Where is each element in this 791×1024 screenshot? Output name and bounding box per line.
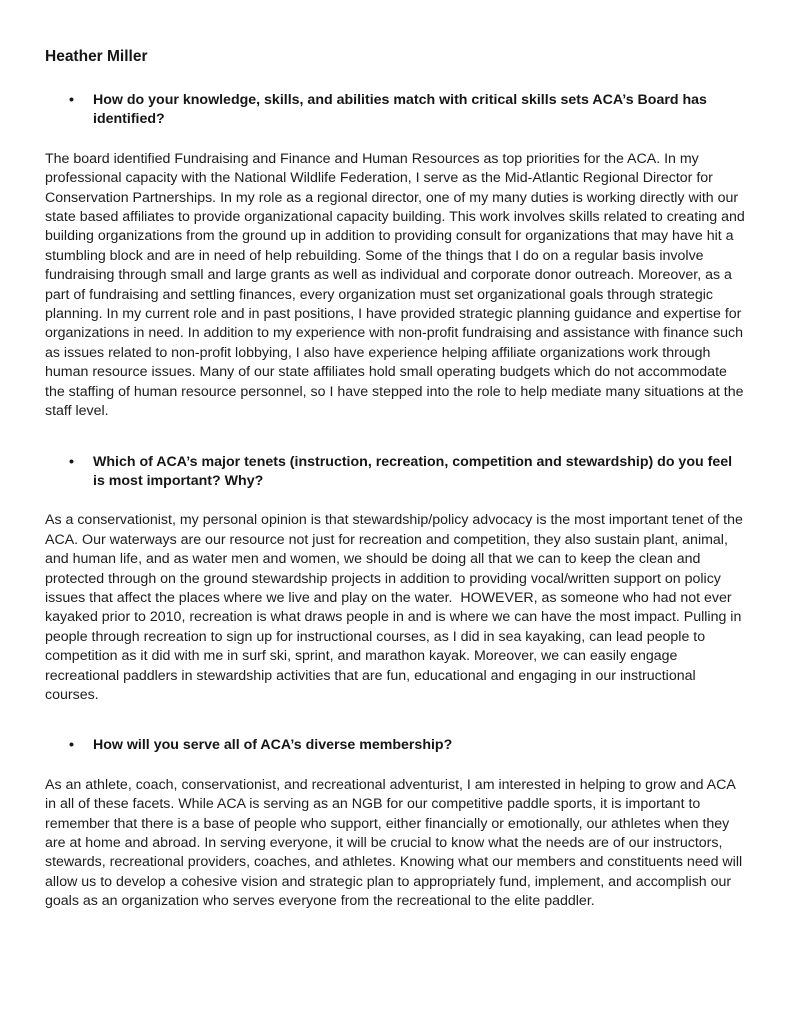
question-bullet-item [45, 91, 745, 130]
question-list [45, 736, 745, 755]
question-bullet-item [45, 736, 745, 755]
bullet-icon: • [69, 453, 74, 470]
bullet-icon: • [69, 737, 74, 754]
question-list [45, 453, 745, 492]
qa-section-major-tenets [45, 453, 745, 706]
question-text: How will you serve all of ACA’s diverse membership? [93, 737, 453, 754]
question-text: How do your knowledge, skills, and abilities match with critical skills sets ACA’s Board has identified? [93, 92, 707, 128]
bullet-icon: • [69, 92, 74, 108]
question-list [45, 91, 745, 130]
author-name-heading: Heather Miller [45, 48, 148, 65]
qa-section-knowledge-skills [45, 91, 749, 422]
answer-paragraph: The board identified Fundraising and Finance and Human Resources as top priorities for the ACA. In my professional capacity with the National Wildlife Federation, I serve as the Mid-Atlantic Regional Director for Conservation Partnerships. In my role as a regional director, one of my many duties is working directly with our state based affiliates to provide organizational capacity building. This work involves skills related to creating and building organizations from the ground up in addition to providing consult for organizations that may have hit a stumbling block and are in need of help rebuilding. Some of the things that I do on a regular basis involve fundraising through small and large grants as well as individual and corporate donor outreach. Moreover, as a part of fundraising and settling finances, every organization must set organizational goals through strategic planning. In my current role and in past positions, I have provided strategic planning guidance and expertise for organizations in need. In addition to my experience with non-profit fundraising and assistance with finance such as issues related to non-profit lobbying, I also have experience helping affiliate organizations work through human resource issues. Many of our state affiliates hold small operating budgets which do not accommodate the staffing of human resource personnel, so I have stepped into the role to help mediate many situations at the staff level. [45, 150, 749, 420]
answer-paragraph: As a conservationist, my personal opinion is that stewardship/policy advocacy is the most important tenet of the ACA. Our waterways are our resource not just for recreation and competition, they also sustain plant, animal, and human life, and as water men and women, we should be doing all that we can to keep the clean and protected through on the ground stewardship projects in addition to providing vocal/written support on policy issues that affect the places where we live and play on the water. HOWEVER, as someone who had not ever kayaked prior to 2010, recreation is what draws people in and is where we can have the most impact. Pulling in people through recreation to sign up for instructional courses, as I did in sea kayaking, can lead people to competition as it did with me in surf ski, sprint, and marathon kayak. Moreover, we can easily engage recreational paddlers in stewardship activities that are fun, educational and engaging in our instructional courses. [45, 512, 747, 703]
qa-section-diverse-membership [45, 736, 745, 911]
answer-paragraph: As an athlete, coach, conservationist, and recreational adventurist, I am interested in helping to grow and ACA in all of these facets. While ACA is serving as an NGB for our competitive paddle sports, it is important to remember that there is a base of people who support, either financially or emotionally, our athletes when they are at home and abroad. In serving everyone, it will be crucial to know what the needs are of our instructors, stewards, recreational providers, coaches, and athletes. Knowing what our members and constituents need will allow us to develop a cohesive vision and strategic plan to appropriately fund, implement, and accomplish our goals as an organization who serves everyone from the recreational to the elite paddler. [45, 776, 747, 910]
question-bullet-item [45, 453, 745, 492]
question-text: Which of ACA’s major tenets (instruction, recreation, competition and stewardship) do you feel is most important? Why? [93, 453, 733, 489]
